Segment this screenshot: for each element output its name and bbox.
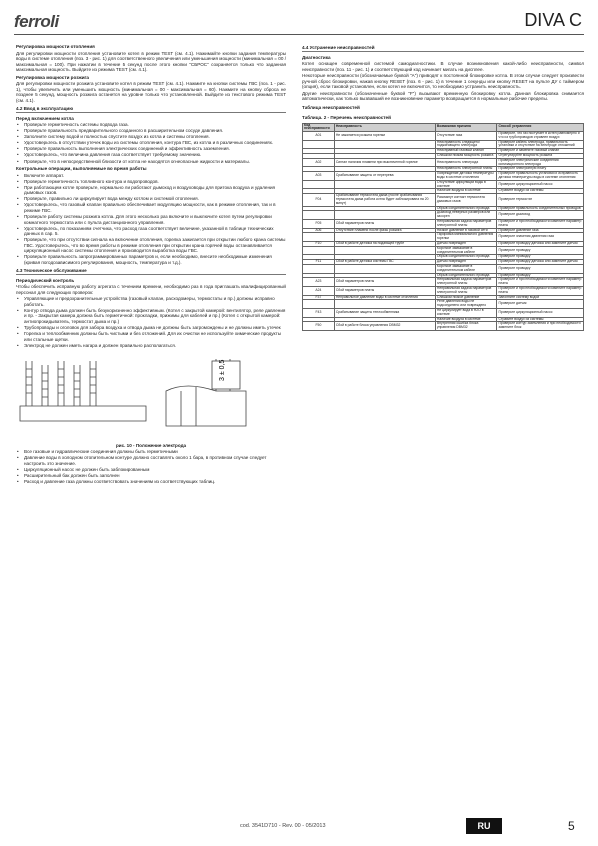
table-cell (303, 246, 335, 255)
table-cell: Проверьте дымоход (497, 211, 584, 220)
fault-table (302, 123, 584, 331)
paragraph: Некоторые неисправности (обозначаемые буквой "A") приводят к постоянной блокировке котла. В этом случае следует произвести ручной сброс блокировки, нажав кнопку RESET (поз. 6 - рис. 1) в течение 1 секунды или кнопку RESET на пульте ДУ с таймером (опция), если таковой установлен, если котел не включится, то необходимо устранить неисправность. (302, 73, 584, 89)
brand-logo: ferroli (14, 12, 59, 31)
table-cell: Проверьте давление газа (497, 228, 584, 233)
table-cell: Проверьте проводку датчика или замените датчик (497, 242, 584, 247)
list-item: • Проверьте, правильно ли циркулирует вода между котлом и системой отопления. (16, 196, 286, 202)
paragraph: Другие неисправности (обозначенные буквой "F") вызывают временную блокировку котла. Данная блокировка снимается автоматически, как только вызвавший ее возникновение параметр возвращается в нормальные рабочие пределы. (302, 90, 584, 101)
table-cell: Проверьте проводку (497, 273, 584, 278)
table-cell: Короткое замыкание в соединительном кабеле (435, 265, 497, 274)
table-cell: Проверьте и при необходимости измените параметр платы (497, 278, 584, 287)
table-cell: Сбой параметров платы (334, 220, 435, 229)
section-heading: Регулировка мощности розжига (16, 74, 89, 80)
list-item: • При работающем котле проверьте, нормально ли работают дымоход и воздуховоды для притока воздуха и удаления дымовых газов. (16, 185, 286, 196)
table-cell: Проверьте и при необходимости измените параметр платы (497, 220, 584, 229)
table-cell: Срабатывание защиты от перегрева (334, 172, 435, 181)
table-cell: Сбой параметров платы (334, 278, 435, 287)
table-cell: Проверьте циркуляционный насос (497, 308, 584, 317)
list-item: • Проверьте правильность предварительного созданного в расширительном сосуде давления. (16, 128, 286, 134)
table-cell: Короткое замыкание в соединительном кабеле (435, 246, 497, 255)
table-header-cell: Способ устранения (497, 123, 584, 132)
table-cell: Наличие воздуха в системе (435, 317, 497, 322)
table-cell: Неисправность следящего/поджигающего электрода (435, 140, 497, 149)
table-row (303, 265, 584, 274)
table-cell: Проверьте, что газ поступает в котел равномерно и что из трубопроводов стравлен воздух (497, 132, 584, 141)
table-cell (334, 140, 435, 149)
table-cell: Неправильное давление воды в системе отопления (334, 295, 435, 300)
sub-heading: Периодический контроль (16, 277, 75, 283)
table-cell (334, 211, 435, 220)
language-badge: RU (466, 818, 502, 834)
table-cell: A02 (303, 158, 335, 167)
table-cell: Стравите воздух из системы (497, 317, 584, 322)
sub-heading: Диагностика (302, 54, 331, 60)
list-item: • Проверьте герметичность топливного контура и водопроводов. (16, 179, 286, 185)
list-item: • Электрод не должен иметь нагара и должен правильно располагаться. (16, 343, 286, 349)
list-item: • Удостоверьтесь, что величина давления газа соответствует требуемому значению. (16, 152, 286, 158)
section-heading: Регулировка мощности отопления (16, 44, 95, 49)
list-item: • Удостоверьтесь, по показаниям счетчика, что расход газа соответствует величине, указанной в таблице технических данных в сар. 5. (16, 226, 286, 237)
page-footer (0, 818, 598, 838)
list-item: • Давление воды в холодном отопительном контуре должно составлять около 1 бара, в противном случае следует настроить это значение. (16, 455, 286, 466)
table-cell: F04 (303, 194, 335, 206)
header-divider (14, 34, 584, 35)
table-cell: Проверьте контур заземления и при необходимости замените блок (497, 322, 584, 331)
model-title: DIVA C (524, 10, 582, 30)
list-item: • Проверьте правильность запрограммированных параметров и, если необходимо, внесите необходимые изменения (кривая погодозависимого регулирования, мощность, температура и т.д.). (16, 254, 286, 265)
table-cell: Разомкнут контакт термостата дымовых газов (435, 194, 497, 206)
table-cell: Слишком низкая мощность розжига (435, 154, 497, 159)
table-cell (303, 265, 335, 274)
table-cell: A24 (303, 286, 335, 295)
left-column (16, 42, 286, 802)
right-column (302, 42, 584, 802)
list-item: • Включите аппарат. (16, 173, 286, 179)
list-item: • Циркуляционный насос не должен быть заблокированным (16, 467, 286, 473)
list-item: • Контур отвода дыма должен быть безукоризненно эффективным. (Котел с закрытой камерой: вентилятор, реле давления и пр. - Закрытая камера должна быть герметичной: прокладки, прижимы для кабелей и пр.) (Котел с открытой камерой: антиопрокидыватель, термостат дыма и пр.) (16, 308, 286, 325)
table-cell: Проверьте значения давления газа (497, 233, 584, 242)
table-cell: Датчик поврежден (435, 242, 497, 247)
table-cell: Неисправность электронной платы (435, 167, 497, 172)
table-cell: Проверьте правильность соединительных проводов (497, 206, 584, 211)
table-cell: F37 (303, 295, 335, 300)
table-cell: Сбой в работе блока управления DBM32 (334, 322, 435, 331)
table-cell (334, 246, 435, 255)
table-cell: Сбой в работе датчика на подающей трубе (334, 242, 435, 247)
table-cell: Низкое давление в газовой сети (435, 228, 497, 233)
list-item: • Проверьте, что при отсутствии сигнала на включение отопления, горелка зажигается при открытии любого крана системы ГВС. Удостоверьтесь, что во время работы в режиме отопления при открытии крана горячей воды останавливается циркуляционный насос системы отопления и производится выработка воды ГВС. (16, 237, 286, 254)
table-cell: F05 (303, 220, 335, 229)
table-cell: Стравите воздух из системы (497, 189, 584, 194)
electrode-diagram (16, 351, 284, 441)
table-cell: Проверьте проводку (497, 246, 584, 255)
table-cell: Наличие воздуха в системе (435, 189, 497, 194)
table-cell (303, 140, 335, 149)
table-cell: Неисправный газовый клапан (435, 149, 497, 154)
table-cell: Датчик поврежден (435, 260, 497, 265)
table-cell: Проверьте циркуляционный насос (497, 180, 584, 189)
table-cell: F10 (303, 242, 335, 247)
paragraph: Котел оснащен современной системой самодиагностики. В случае возникновения какой-либо неисправности, символ неисправности (поз. 11 - рис. 1) и соответствующий код начинает мигать на дисплее. (302, 61, 584, 72)
list-item: • Проверьте работу системы розжига котла. Для этого несколько раз включите и выключите котел путем регулировки комнатного термостата или с пульта дистанционного управления. (16, 214, 286, 225)
section-heading: 4.3 Техническое обслуживание (16, 268, 286, 275)
table-cell: F11 (303, 260, 335, 265)
table-row (303, 220, 584, 229)
table-cell (303, 180, 335, 189)
table-cell: Реле давления воды не подсоединено или повреждено (435, 300, 497, 309)
table-cell: Проверьте кабель электрода, правильность установки и отсутствие на электроде отложений (497, 140, 584, 149)
bullet-list (16, 449, 286, 484)
table-cell: Неправильная задача параметров электронной платы (435, 278, 497, 287)
paragraph: Для регулировки мощности розжига установите котел в режим TEST (см. 4.1). Нажмите на кнопки системы ГВС (поз. 1 - рис. 1), чтобы увеличить или уменьшить мощность (минимальная = 00 - максимальная = 60). Нажмите на кнопку сброса не позднее 5 секунд, мощность розжига останется на уровне только что установленной. Выйдите из текстового режима TEST (см. 4.1). (16, 81, 286, 103)
table-cell: Неисправность электрода (435, 158, 497, 167)
figure-caption: рис. 10 - Положение электрода (115, 442, 187, 448)
section-heading: 4.4 Устранение неисправностей (302, 45, 584, 52)
table-cell: Неправильная задача параметров электронной платы (435, 286, 497, 295)
table-row (303, 286, 584, 295)
list-item: • Расширительный бак должен быть заполнен (16, 473, 286, 479)
table-cell: Обрыв соединительного провода (435, 255, 497, 260)
table-cell: Проверьте датчик (497, 300, 584, 309)
table-cell: F50 (303, 322, 335, 331)
table-cell: A01 (303, 132, 335, 141)
list-item: • Удостоверьтесь в отсутствии утечек воды из системы отопления, контура ГВС, из котла и в различных соединениях. (16, 140, 286, 146)
table-cell: Тарировка минимального давления горелки (435, 233, 497, 242)
list-item: • Проверьте, что в непосредственной близости от котла не находятся огнеопасные жидкости и материалы. (16, 159, 286, 165)
table-cell: Отсутствие пламени после фазы розжига (334, 228, 435, 233)
table-cell: Не циркулирует вода в H2O в системе (435, 308, 497, 317)
table-cell: Дымоход неверных размеров или засорен (435, 211, 497, 220)
table-cell: Отсутствие газа (435, 132, 497, 141)
table-cell (334, 300, 435, 309)
table-cell: F43 (303, 308, 335, 317)
table-header-cell: Неисправность (334, 123, 435, 132)
table-cell: Сбой в работе датчика системы ГВС (334, 260, 435, 265)
list-item: • Удостоверьтесь, что газовый клапан правильно обеспечивает модуляцию мощности, как в режиме отопления, так и в режиме ГВС. (16, 202, 286, 213)
table-row (303, 132, 584, 141)
bullet-list (16, 122, 286, 164)
table-cell: Слишком низкое давление (435, 295, 497, 300)
list-item: • Все газовые и гидравлические соединения должны быть герметичными (16, 449, 286, 455)
table-cell: Не зажигается розжига горелки (334, 132, 435, 141)
sub-heading: Таблица неисправностей (302, 104, 360, 110)
table-cell: Сбой параметров платы (334, 286, 435, 295)
sub-heading: Перед включением котла (16, 115, 74, 121)
table-cell (303, 300, 335, 309)
table-cell: Проверьте проводку датчика или замените датчик (497, 260, 584, 265)
table-cell: Обрыв соединительного провода (435, 273, 497, 278)
table-cell: Проверьте электронную плату (497, 167, 584, 172)
electrode-figure (16, 351, 286, 448)
table-row (303, 322, 584, 331)
paragraph: Для регулировки мощности отопления установите котел в режим TEST (см. 4.1). Нажимайте кнопки задания температуры воды в системе отопления (поз. 3 - рис. 1) для соответственного увеличения или уменьшения мощности (минимальная = 00 / максимальная = 100). При нажатии в течение 5 секунд после этого кнопки "СБРОС" сохраняется только что заданная максимальная мощность. Выйдите из режима TEST (см. 4.1). (16, 50, 286, 72)
table-cell: Сигнал наличия пламени при выключенной горелке (334, 158, 435, 167)
table-cell: Заполните систему водой (497, 295, 584, 300)
section-heading: 4.2 Ввод в эксплуатацию (16, 106, 286, 113)
list-item: • Горелка и теплообменник должны быть чистыми и без отложений. Для их очистки не используйте химические продукты или стальные щетки. (16, 331, 286, 342)
table-header-cell: Возможная причина (435, 123, 497, 132)
table-cell: A03 (303, 172, 335, 181)
table-cell: Проверьте проводку (497, 255, 584, 260)
table-cell: Неправильная задача параметров электронной платы (435, 220, 497, 229)
document-code: cod. 3541D710 - Rev. 00 - 05/2013 (240, 823, 326, 829)
table-cell: Проверьте проводку (497, 265, 584, 274)
bullet-list (16, 173, 286, 266)
table-cell: Проверьте и при необходимости измените параметр платы (497, 286, 584, 295)
table-cell: Проверьте термостат (497, 194, 584, 206)
table-cell: Внутренняя ошибка блока управления DBM32 (435, 322, 497, 331)
table-cell: Отсутствие циркуляции воды в системе (435, 180, 497, 189)
list-item: • Проверьте герметичность системы подвода газа. (16, 122, 286, 128)
list-item: • Заполните систему водой и полностью спустите воздух из котла и системы отопления. (16, 134, 286, 140)
list-item: • Трубопроводы и оголовок для забора воздуха и отвода дыма не должны быть загромождены и не должны иметь утечек (16, 325, 286, 331)
table-body (303, 132, 584, 331)
table-row (303, 308, 584, 317)
bullet-list (16, 296, 286, 348)
table-cell: Отрегулируйте мощность розжига (497, 154, 584, 159)
table-cell (334, 265, 435, 274)
table-cell (334, 180, 435, 189)
table-cell: A23 (303, 278, 335, 287)
table-cell: Обрыв соединительного провода (435, 206, 497, 211)
section-heading: Контрольные операции, выполняемые во время работы (16, 166, 147, 172)
table-title: Таблица. 2 - Перечень неисправностей (302, 115, 391, 120)
list-item: • Расход и давление газа должны соответствовать значениям из соответствующих таблиц. (16, 479, 286, 485)
table-row (303, 194, 584, 206)
table-cell: A06 (303, 228, 335, 233)
table-cell: Повреждение датчика температуры воды в системе отопления (435, 172, 497, 181)
table-cell: Проверьте и замените газовый клапан (497, 149, 584, 154)
list-item: • Управляющие и предохранительные устройства (газовый клапан, расходомеры, термостаты и пр.) должны исправно работать. (16, 296, 286, 307)
table-cell: Срабатывание защиты теплообменника (334, 308, 435, 317)
page-number: 5 (568, 819, 575, 833)
list-item: • Проверьте правильность выполнения электрических соединений и эффективность заземления. (16, 146, 286, 152)
table-cell: Проверьте правильность установки и исправность датчика температуры воды в системе отопления (497, 172, 584, 181)
paragraph: Чтобы обеспечить исправную работу агрегата с течением времени, необходимо раз в года приглашать квалифицированный персонал для следующих проверок: (16, 284, 286, 295)
table-cell: Проверьте электрические соединения ионизационного электрода (497, 158, 584, 167)
table-cell (303, 211, 335, 220)
electrode-dimension: 3 ± 0,5 (219, 359, 226, 382)
table-cell: Срабатывание термостата дыма (после срабатывания термостата дыма работа котла будет заблокирована на 20 минут) (334, 194, 435, 206)
table-header-cell: Код неисправности (303, 123, 335, 132)
